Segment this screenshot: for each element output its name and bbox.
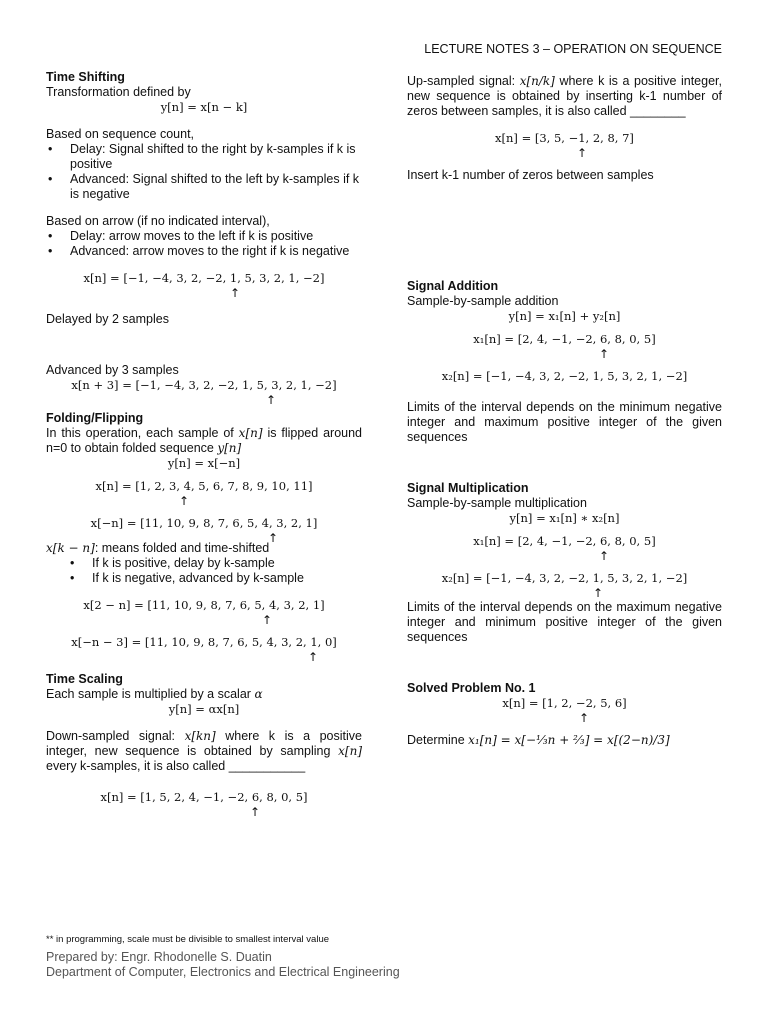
multiplication-limits: Limits of the interval depends on the maximum negative integer and minimum positive integer of the given sequences xyxy=(407,600,722,644)
arrow-marker: ↑ xyxy=(579,711,590,725)
arrow-list xyxy=(46,229,362,259)
shift-example-eq: x[n] = [−1, −4, 3, 2, −2, 1, 5, 3, 2, 1, −2] xyxy=(83,271,325,285)
signal-multiplication-sub: Sample-by-sample multiplication xyxy=(407,496,587,510)
arrow-label: Based on arrow (if no indicated interval), xyxy=(46,214,270,228)
folding-note-list xyxy=(46,556,362,586)
right-column xyxy=(407,74,722,748)
left-column xyxy=(46,70,362,819)
seq-count-label: Based on sequence count, xyxy=(46,127,195,141)
up-sampled-desc: Up-sampled signal: x[n/k] where k is a positive integer, new sequence is obtained by inserting k-1 number of zeros between samples, it is also called ________ xyxy=(407,74,722,118)
list-item: • If k is positive, delay by k-sample xyxy=(46,556,362,571)
list-item: • If k is negative, advanced by k-sample xyxy=(46,571,362,586)
department: Department of Computer, Electronics and Electrical Engineering xyxy=(46,965,400,979)
arrow-marker: ↑ xyxy=(577,146,588,160)
solved-problem-title: Solved Problem No. 1 xyxy=(407,681,536,695)
addition-formula: y[n] = x₁[n] + y₂[n] xyxy=(508,309,621,323)
arrow-marker: ↑ xyxy=(599,347,610,361)
multiplication-eq-1: x₁[n] = [2, 4, −1, −2, 6, 8, 0, 5] xyxy=(473,534,656,548)
folding-eq-4: x[−n − 3] = [11, 10, 9, 8, 7, 6, 5, 4, 3, 2, 1, 0] xyxy=(71,635,337,649)
prepared-by: Prepared by: Engr. Rhodonelle S. Duatin xyxy=(46,950,272,964)
delayed-label: Delayed by 2 samples xyxy=(46,312,169,326)
signal-addition-sub: Sample-by-sample addition xyxy=(407,294,559,308)
arrow-marker: ↑ xyxy=(268,531,279,545)
arrow-marker: ↑ xyxy=(250,805,261,819)
scaling-eq: x[n] = [1, 5, 2, 4, −1, −2, 6, 8, 0, 5] xyxy=(100,790,308,804)
folding-formula: y[n] = x[−n] xyxy=(167,456,241,470)
arrow-marker: ↑ xyxy=(230,286,241,300)
signal-multiplication-title: Signal Multiplication xyxy=(407,481,529,495)
addition-eq-2: x₂[n] = [−1, −4, 3, 2, −2, 1, 5, 3, 2, 1, −2] xyxy=(441,369,688,383)
list-item: • Advanced: Signal shifted to the left by k-samples if k is negative xyxy=(46,172,362,202)
addition-eq-1: x₁[n] = [2, 4, −1, −2, 6, 8, 0, 5] xyxy=(473,332,656,346)
page-header: LECTURE NOTES 3 – OPERATION ON SEQUENCE xyxy=(424,42,722,56)
folding-eq-1: x[n] = [1, 2, 3, 4, 5, 6, 7, 8, 9, 10, 11] xyxy=(95,479,313,493)
list-item: • Advanced: arrow moves to the right if k is negative xyxy=(46,244,362,259)
time-shifting-title: Time Shifting xyxy=(46,70,125,84)
author-block xyxy=(46,950,400,980)
folding-eq-2: x[−n] = [11, 10, 9, 8, 7, 6, 5, 4, 3, 2, 1] xyxy=(90,516,318,530)
advanced-eq: x[n + 3] = [−1, −4, 3, 2, −2, 1, 5, 3, 2, 1, −2] xyxy=(71,378,337,392)
folding-title: Folding/Flipping xyxy=(46,411,144,425)
seq-count-list xyxy=(46,142,362,202)
arrow-marker: ↑ xyxy=(179,494,190,508)
upsample-eq: x[n] = [3, 5, −1, 2, 8, 7] xyxy=(495,131,634,145)
signal-addition-title: Signal Addition xyxy=(407,279,499,293)
folding-note: x[k − n]: means folded and time-shifted xyxy=(46,541,270,555)
list-item: • Delay: Signal shifted to the right by k-samples if k is positive xyxy=(46,142,362,172)
solved-eq: x[n] = [1, 2, −2, 5, 6] xyxy=(502,696,627,710)
time-shifting-formula: y[n] = x[n − k] xyxy=(160,100,248,114)
arrow-marker: ↑ xyxy=(262,613,273,627)
insert-zeros-note: Insert k-1 number of zeros between samples xyxy=(407,168,654,182)
arrow-marker: ↑ xyxy=(593,586,604,600)
time-scaling-desc: Each sample is multiplied by a scalar α xyxy=(46,687,263,701)
folding-desc: In this operation, each sample of x[n] is flipped around n=0 to obtain folded sequence y[n] xyxy=(46,426,363,455)
time-shifting-intro: Transformation defined by xyxy=(46,85,191,99)
addition-limits: Limits of the interval depends on the minimum negative integer and maximum positive integer of the given sequences xyxy=(407,400,722,444)
time-scaling-title: Time Scaling xyxy=(46,672,123,686)
down-sampled-desc: Down-sampled signal: x[kn] where k is a positive integer, new sequence is obtained by sampling x[n] every k-samples, it is also called ___________ xyxy=(46,729,362,773)
determine-line: Determine x₁[n] = x[−⅓n + ⅔] = x[(2−n)/3] xyxy=(407,733,670,747)
arrow-marker: ↑ xyxy=(266,393,277,407)
time-scaling-formula: y[n] = αx[n] xyxy=(168,702,240,716)
arrow-marker: ↑ xyxy=(308,650,319,664)
arrow-marker: ↑ xyxy=(599,549,610,563)
folding-eq-3: x[2 − n] = [11, 10, 9, 8, 7, 6, 5, 4, 3, 2, 1] xyxy=(83,598,325,612)
advanced-label: Advanced by 3 samples xyxy=(46,363,179,377)
multiplication-eq-2: x₂[n] = [−1, −4, 3, 2, −2, 1, 5, 3, 2, 1, −2] xyxy=(441,571,688,585)
footnote: ** in programming, scale must be divisible to smallest interval value xyxy=(46,934,330,945)
list-item: • Delay: arrow moves to the left if k is positive xyxy=(46,229,362,244)
multiplication-formula: y[n] = x₁[n] ∗ x₂[n] xyxy=(509,511,620,525)
